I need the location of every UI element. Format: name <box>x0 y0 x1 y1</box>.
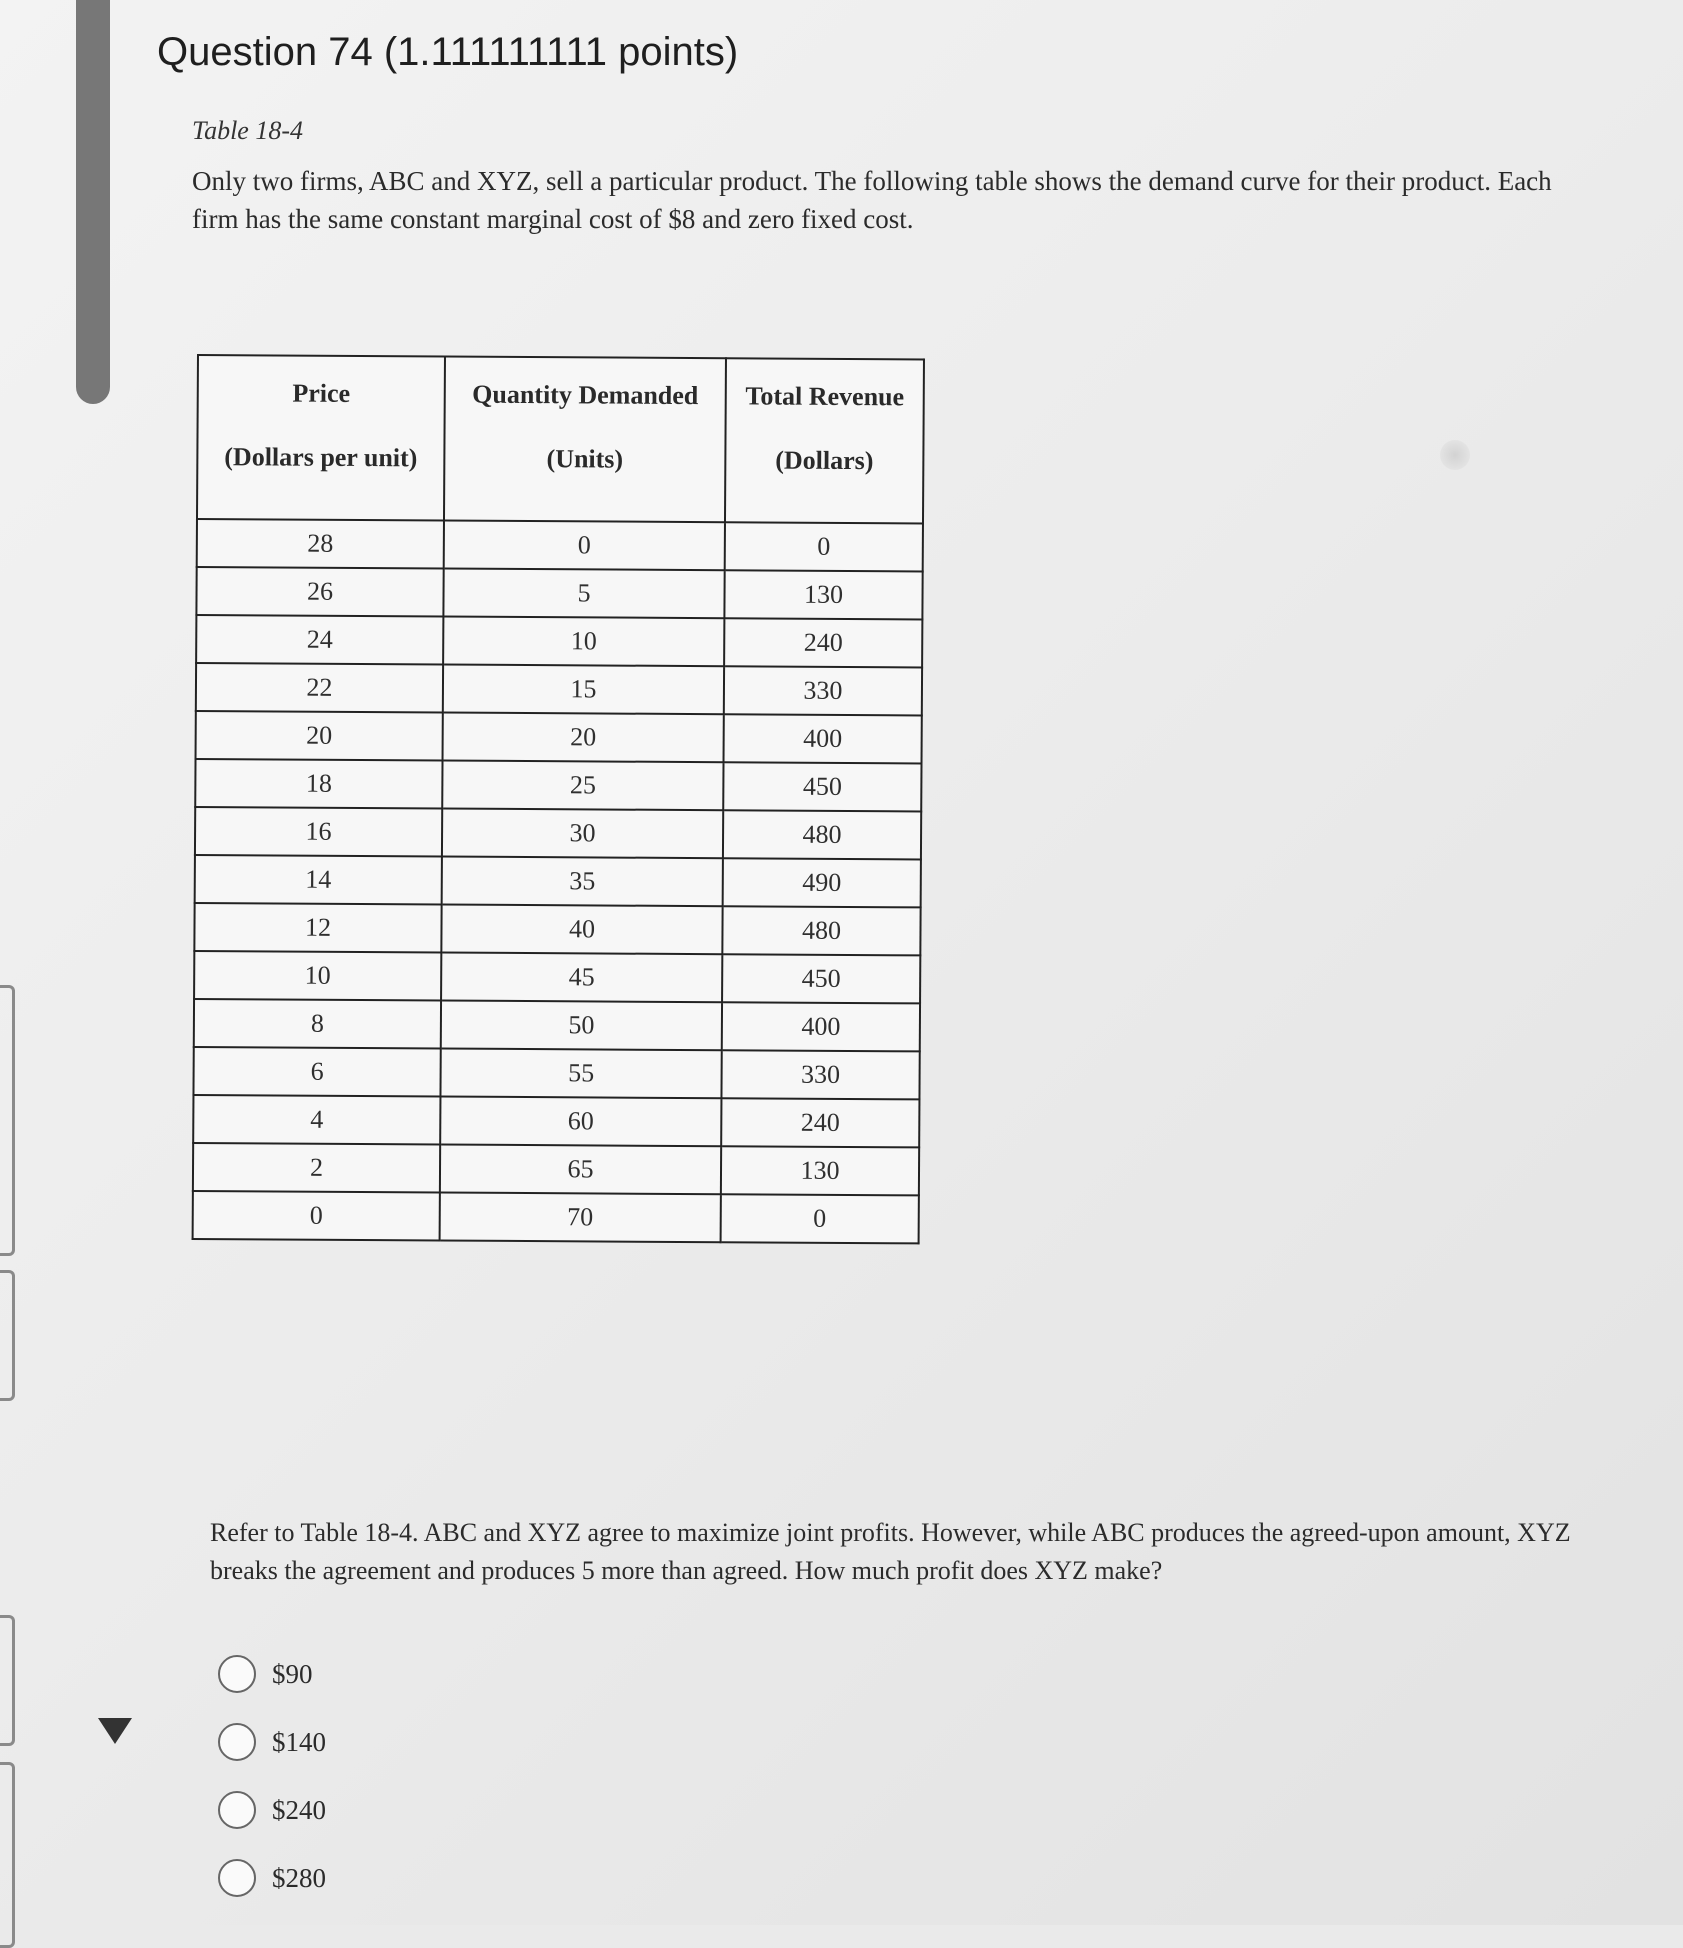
price-cell: 16 <box>195 807 442 857</box>
header-price-unit: (Dollars per unit) <box>224 442 418 473</box>
header-quantity-title: Quantity Demanded <box>472 379 699 411</box>
header-revenue <box>725 358 924 523</box>
header-quantity <box>444 357 726 523</box>
price-cell: 2 <box>193 1143 440 1193</box>
revenue-cell: 450 <box>723 762 921 811</box>
quantity-cell: 60 <box>440 1097 721 1147</box>
price-cell: 10 <box>194 951 441 1001</box>
revenue-cell: 450 <box>722 954 920 1003</box>
quantity-cell: 25 <box>442 761 723 811</box>
table-label: Table 18-4 <box>192 116 303 145</box>
radio-button[interactable] <box>218 1723 256 1761</box>
revenue-cell: 480 <box>722 906 920 955</box>
quantity-cell: 30 <box>442 809 723 859</box>
table-row <box>194 999 920 1051</box>
header-revenue-unit: (Dollars) <box>775 445 874 476</box>
collapse-arrow-icon[interactable] <box>98 1718 132 1744</box>
revenue-cell: 490 <box>723 858 921 907</box>
table-row <box>195 759 921 811</box>
option-label: $240 <box>272 1794 326 1825</box>
answer-options <box>218 1640 326 1912</box>
table-row <box>193 1047 919 1099</box>
table-row <box>196 615 922 667</box>
table-row <box>195 807 921 859</box>
header-quantity-unit: (Units) <box>546 444 624 474</box>
revenue-cell: 130 <box>724 570 922 619</box>
quantity-cell: 50 <box>441 1001 722 1051</box>
demand-table <box>192 354 925 1244</box>
quantity-cell: 55 <box>440 1049 721 1099</box>
price-cell: 18 <box>195 759 442 809</box>
revenue-cell: 330 <box>724 666 922 715</box>
quantity-cell: 5 <box>443 569 724 619</box>
revenue-cell: 130 <box>721 1146 919 1195</box>
revenue-cell: 400 <box>724 714 922 763</box>
revenue-cell: 0 <box>721 1194 919 1243</box>
table-row <box>194 951 920 1003</box>
radio-button[interactable] <box>218 1859 256 1897</box>
answer-option[interactable] <box>218 1844 326 1912</box>
left-panel-edge <box>0 1762 15 1948</box>
price-cell: 24 <box>196 615 443 665</box>
question-prompt: Refer to Table 18-4. ABC and XYZ agree to maximize joint profits. However, while ABC produces the agreed-upon amount, XYZ breaks the agreement and produces 5 more than agreed. How much profit does XYZ make? <box>210 1518 1571 1585</box>
revenue-cell: 330 <box>721 1050 919 1099</box>
option-label: $280 <box>272 1862 326 1893</box>
revenue-cell: 480 <box>723 810 921 859</box>
table-row <box>196 567 922 619</box>
radio-button[interactable] <box>218 1791 256 1829</box>
revenue-cell: 240 <box>721 1098 919 1147</box>
price-cell: 14 <box>195 855 442 905</box>
table-header-row <box>197 355 924 523</box>
answer-option[interactable] <box>218 1708 326 1776</box>
header-price <box>197 355 445 521</box>
left-panel-edge <box>0 1615 15 1746</box>
quantity-cell: 40 <box>441 905 722 955</box>
option-label: $140 <box>272 1726 326 1757</box>
revenue-cell: 400 <box>722 1002 920 1051</box>
option-label: $90 <box>272 1658 313 1689</box>
quantity-cell: 20 <box>443 713 724 763</box>
table-row <box>193 1191 919 1243</box>
price-cell: 20 <box>196 711 443 761</box>
price-cell: 0 <box>193 1191 440 1241</box>
table-row <box>196 711 922 763</box>
question-title: Question 74 (1.111111111 points) <box>157 30 739 74</box>
quantity-cell: 10 <box>443 617 724 667</box>
quantity-cell: 70 <box>440 1192 721 1242</box>
left-panel-edge <box>0 985 15 1256</box>
radio-button[interactable] <box>218 1655 256 1693</box>
quantity-cell: 45 <box>441 953 722 1003</box>
glare-spot <box>1440 440 1470 470</box>
left-panel-edge <box>0 1270 15 1401</box>
table-row <box>197 519 923 571</box>
revenue-cell: 0 <box>725 522 923 571</box>
price-cell: 22 <box>196 663 443 713</box>
quantity-cell: 65 <box>440 1145 721 1195</box>
revenue-cell: 240 <box>724 618 922 667</box>
price-cell: 6 <box>193 1047 440 1097</box>
quantity-cell: 35 <box>442 857 723 907</box>
answer-option[interactable] <box>218 1776 326 1844</box>
price-cell: 8 <box>194 999 441 1049</box>
header-revenue-title: Total Revenue <box>745 381 905 412</box>
quantity-cell: 15 <box>443 665 724 715</box>
price-cell: 26 <box>196 567 443 617</box>
table-row <box>195 855 921 907</box>
table-row <box>193 1095 919 1147</box>
scrollbar-thumb[interactable] <box>76 0 110 404</box>
table-row <box>194 903 920 955</box>
header-price-title: Price <box>292 378 351 408</box>
price-cell: 4 <box>193 1095 440 1145</box>
table-row <box>193 1143 919 1195</box>
question-intro: Only two firms, ABC and XYZ, sell a particular product. The following table shows the demand curve for their product. Each firm has the same constant marginal cost of $8 and zero fixed cost. <box>192 166 1552 234</box>
price-cell: 28 <box>197 519 444 569</box>
answer-option[interactable] <box>218 1640 326 1708</box>
table-row <box>196 663 922 715</box>
quantity-cell: 0 <box>444 521 725 571</box>
price-cell: 12 <box>194 903 441 953</box>
